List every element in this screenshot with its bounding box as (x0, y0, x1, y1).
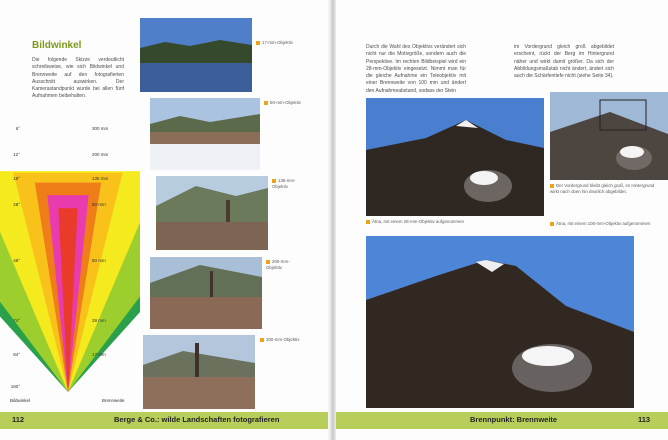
caption-200mm: 200-mm-Objektiv (266, 259, 296, 270)
photo-50mm (150, 98, 260, 170)
angle-label: 46° (13, 258, 20, 263)
angle-label: 12° (13, 152, 20, 157)
photo-135mm (156, 176, 268, 250)
caption-28mm: Ätna, mit einem 28-mm-Objektiv aufgenommen (366, 219, 466, 225)
footer-title-left: Berge & Co.: wilde Landschaften fotografieren (114, 415, 280, 424)
body-column-1: Durch die Wahl des Objektivs verändert sich nicht nur die Motivgröße, sondern auch die Perspektive. Im rechten Bildbeispiel wird ein 28-mm-Objektiv eingesetzt. Nimmt man für die gleiche Aufnahme ein Teleobjektiv mit einer Brennweite von 100 mm und ändert den Aufnahmeabstand, sodass der Stein (366, 44, 466, 94)
right-footer (336, 412, 668, 429)
photo-17mm (140, 18, 252, 92)
footer-title-right: Brennpunkt: Brennweite (470, 415, 558, 424)
photo-200mm (150, 257, 262, 329)
photo-etna-100mm-small (550, 92, 668, 180)
photo-300mm (143, 335, 255, 409)
focal-label: 200 mm (92, 152, 109, 157)
diagram-bottom-left-label: Bildwinkel (10, 398, 31, 403)
angle-label: 18° (13, 176, 20, 181)
focal-label: 135 mm (92, 176, 109, 181)
focal-label: 80 mm (92, 202, 106, 207)
caption-100mm: Ätna, mit einem 100-mm-Objektiv aufgenommen (550, 221, 660, 227)
body-column-2: im Vordergrund gleich groß abgebildet erscheint, rückt der Berg im Hintergrund näher und wirkt damit größer. Da sich der Abbildungsmaßstab nicht ändert, ändert sich auch die Schärfentiefe nicht (siehe Seite 34). (514, 44, 614, 80)
diagram-bottom-right-label: Brennweite (102, 398, 125, 403)
page-number-right: 113 (638, 415, 651, 424)
focal-label: 300 mm (92, 126, 109, 131)
angle-label: 84° (13, 352, 20, 357)
caption-135mm: 135-mm-Objektiv (272, 178, 302, 189)
section-heading: Bildwinkel (32, 40, 82, 51)
angle-label: 180° (10, 384, 20, 389)
intro-text: Die folgende Skizze verdeutlicht schreibweise, wie sich Bildwinkel und Brennweite auf den fotografierten Ausschnitt auswirken. Der Kamerastandpunkt wurde bei allen fünf Aufnahmen beibehalten. (32, 57, 124, 100)
caption-vordergrund: Der Vordergrund bleibt gleich groß, im Hintergrund wirkt nach oben hin deutlich abgebildet. (550, 183, 660, 194)
angle-label: 6° (15, 126, 20, 131)
right-page (336, 0, 668, 440)
focal-label: 17 mm (92, 352, 106, 357)
caption-17mm: 17-mm-Objektiv (256, 40, 316, 46)
focal-label: 50 mm (92, 258, 106, 263)
page-number-left: 112 (12, 415, 25, 424)
photo-etna-100mm-large (366, 236, 634, 408)
caption-300mm: 300-mm-Objektiv (260, 337, 320, 343)
left-page (0, 0, 330, 440)
angle-label: 28° (13, 202, 20, 207)
focal-label: 28 mm (92, 318, 106, 323)
photo-etna-28mm-small (366, 98, 544, 216)
angle-diagram (0, 118, 140, 408)
angle-label: 74° (13, 318, 20, 323)
caption-50mm: 50-mm-Objektiv (264, 100, 324, 106)
left-footer (0, 412, 330, 429)
